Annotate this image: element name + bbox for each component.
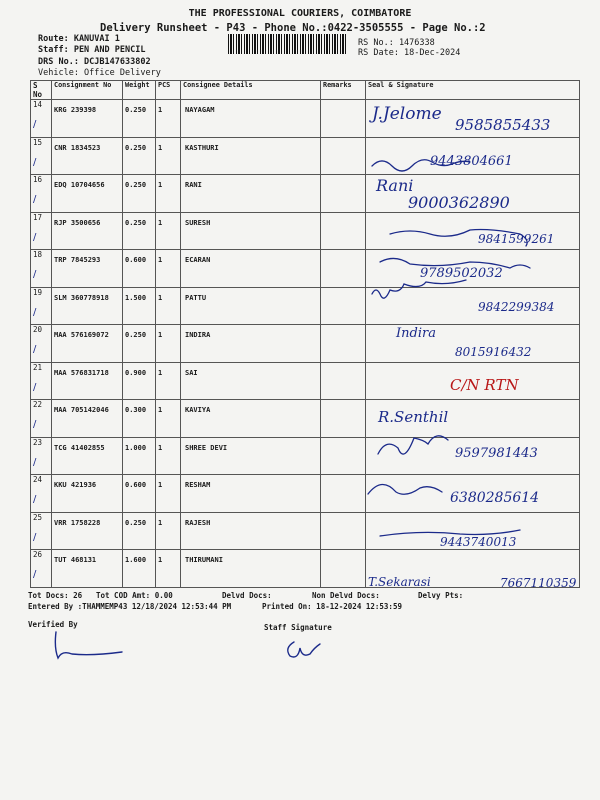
row-remarks bbox=[321, 212, 366, 250]
signature-22: R.Senthil bbox=[378, 408, 449, 426]
row-remarks bbox=[321, 325, 366, 363]
row-pcs: 1 bbox=[158, 481, 163, 489]
tick-mark: / bbox=[33, 269, 37, 280]
row-weight: 0.250 bbox=[125, 331, 147, 339]
phone-17: 9841599261 bbox=[478, 232, 555, 246]
row-consignment: SLM 360778918 bbox=[54, 293, 109, 302]
total-cod: Tot COD Amt: 0.00 bbox=[96, 591, 173, 600]
delivery-points: Delvy Pts: bbox=[418, 591, 464, 600]
row-pcs: 1 bbox=[158, 556, 163, 564]
route-label: Route: KANUVAI 1 bbox=[38, 34, 120, 44]
row-consignee: SHREE DEVI bbox=[185, 443, 228, 452]
staff-signature bbox=[282, 636, 322, 664]
staff-label: Staff: PEN AND PENCIL bbox=[38, 45, 146, 55]
entered-by: Entered By :THAMMEMP43 12/18/2024 12:53:44 PM bbox=[28, 602, 232, 611]
row-pcs: 1 bbox=[158, 106, 163, 114]
col-signature: Seal & Signature bbox=[366, 81, 580, 100]
row-sno: 26 bbox=[33, 550, 43, 559]
phone-14: 9585855433 bbox=[455, 116, 551, 134]
total-docs: Tot Docs: 26 bbox=[28, 591, 83, 600]
row-weight: 1.000 bbox=[125, 443, 147, 452]
row-remarks bbox=[321, 512, 366, 550]
row-pcs: 1 bbox=[158, 518, 163, 527]
row-pcs: 1 bbox=[158, 218, 163, 227]
signature-26: T.Sekarasi bbox=[368, 575, 431, 589]
runsheet-title: Delivery Runsheet - P43 - Phone No.:0422-3505555 - Page No.:2 bbox=[100, 22, 486, 34]
row-consignee: THIRUMANI bbox=[185, 556, 223, 564]
col-consignment: Consignment No bbox=[52, 81, 123, 100]
row-consignee: SAI bbox=[185, 368, 198, 377]
col-pcs: PCS bbox=[156, 81, 181, 100]
row-sno: 21 bbox=[33, 362, 43, 372]
handwriting-scribbles bbox=[360, 84, 580, 589]
row-sno: 14 bbox=[33, 100, 43, 109]
tick-mark: / bbox=[33, 456, 37, 468]
row-weight: 0.250 bbox=[125, 106, 147, 114]
row-weight: 0.250 bbox=[125, 181, 147, 189]
row-pcs: 1 bbox=[158, 443, 163, 452]
scribble-17 bbox=[390, 230, 527, 247]
row-consignment: TRP 7845293 bbox=[54, 256, 101, 264]
tick-mark: / bbox=[33, 306, 37, 318]
row-remarks bbox=[321, 437, 366, 475]
tick-mark: / bbox=[33, 156, 37, 168]
scribble-19 bbox=[372, 280, 466, 298]
row-sno: 23 bbox=[33, 437, 43, 447]
scribble-24 bbox=[368, 484, 442, 494]
row-weight: 0.250 bbox=[125, 518, 147, 527]
row-pcs: 1 bbox=[158, 143, 163, 152]
row-consignee: RANI bbox=[185, 181, 202, 189]
row-consignee: KASTHURI bbox=[185, 143, 219, 152]
row-consignment: KRG 239398 bbox=[54, 106, 97, 114]
row-sno: 25 bbox=[33, 512, 43, 522]
row-consignee: ECARAN bbox=[185, 256, 211, 264]
tick-mark: / bbox=[33, 381, 37, 393]
row-pcs: 1 bbox=[158, 406, 163, 414]
row-consignment: TUT 468131 bbox=[54, 556, 97, 564]
phone-20: 8015916432 bbox=[455, 345, 532, 359]
phone-23: 9597981443 bbox=[455, 446, 538, 461]
row-weight: 0.300 bbox=[125, 406, 147, 414]
row-remarks bbox=[321, 175, 366, 213]
row-consignment: RJP 3500656 bbox=[54, 218, 101, 227]
row-pcs: 1 bbox=[158, 368, 163, 377]
row-pcs: 1 bbox=[158, 256, 163, 264]
tick-mark: / bbox=[33, 194, 37, 205]
row-sno: 22 bbox=[33, 400, 43, 409]
row-consignee: SURESH bbox=[185, 218, 211, 227]
row-sno: 15 bbox=[33, 137, 43, 147]
rs-date: RS Date: 18-Dec-2024 bbox=[358, 48, 461, 58]
row-remarks bbox=[321, 400, 366, 438]
tick-mark: / bbox=[33, 419, 37, 430]
printed-on: Printed On: 18-12-2024 12:53:59 bbox=[262, 602, 402, 611]
tick-mark: / bbox=[33, 531, 37, 543]
row-consignee: KAVIYA bbox=[185, 406, 211, 414]
row-remarks bbox=[321, 550, 366, 588]
row-weight: 0.250 bbox=[125, 143, 147, 152]
row-consignment: MAA 705142046 bbox=[54, 406, 109, 414]
row-pcs: 1 bbox=[158, 181, 163, 189]
signature-20: Indira bbox=[396, 326, 436, 341]
row-weight: 0.900 bbox=[125, 368, 147, 377]
row-sno: 19 bbox=[33, 287, 43, 297]
staff-signature-label: Staff Signature bbox=[264, 623, 332, 632]
verified-signature bbox=[50, 630, 130, 664]
non-delivered-docs: Non Delvd Docs: bbox=[312, 591, 380, 600]
row-sno: 18 bbox=[33, 250, 43, 259]
row-consignment: MAA 576169072 bbox=[54, 331, 109, 339]
row-remarks bbox=[321, 475, 366, 513]
row-consignment: MAA 576831718 bbox=[54, 368, 109, 377]
drs-number: DRS No.: DCJB147633802 bbox=[38, 57, 151, 67]
row-sno: 20 bbox=[33, 325, 43, 334]
row-weight: 1.600 bbox=[125, 556, 147, 564]
row-consignee: NAYAGAM bbox=[185, 106, 215, 114]
col-remarks: Remarks bbox=[321, 81, 366, 100]
phone-15: 9443804661 bbox=[430, 154, 513, 169]
row-remarks bbox=[321, 250, 366, 288]
tick-mark: / bbox=[33, 569, 37, 580]
tick-mark: / bbox=[33, 119, 37, 130]
row-consignment: KKU 421936 bbox=[54, 481, 97, 489]
phone-26: 7667110359 bbox=[500, 576, 577, 590]
vehicle-label: Vehicle: Office Delivery bbox=[38, 68, 161, 78]
verified-by-label: Verified By bbox=[28, 620, 78, 629]
delivered-docs: Delvd Docs: bbox=[222, 591, 272, 600]
row-consignee: RESHAM bbox=[185, 481, 211, 489]
phone-18: 9789502032 bbox=[420, 266, 503, 281]
company-title: THE PROFESSIONAL COURIERS, COIMBATORE bbox=[188, 8, 412, 19]
rtn-stamp: C/N RTN bbox=[450, 376, 519, 394]
row-sno: 17 bbox=[33, 212, 43, 222]
row-remarks bbox=[321, 362, 366, 400]
row-consignee: RAJESH bbox=[185, 518, 211, 527]
row-consignment: TCG 41402855 bbox=[54, 443, 105, 452]
col-weight: Weight bbox=[123, 81, 156, 100]
scribble-23 bbox=[378, 436, 448, 454]
scribble-25 bbox=[380, 530, 520, 536]
row-consignee: PATTU bbox=[185, 293, 207, 302]
row-remarks bbox=[321, 137, 366, 175]
phone-25: 9443740013 bbox=[440, 535, 517, 549]
row-sno: 24 bbox=[33, 475, 43, 484]
row-remarks bbox=[321, 287, 366, 325]
row-sno: 16 bbox=[33, 175, 43, 184]
tick-mark: / bbox=[33, 494, 37, 505]
phone-24: 6380285614 bbox=[450, 490, 540, 506]
col-sno: S No bbox=[31, 81, 52, 100]
scribble-15 bbox=[372, 160, 470, 171]
rs-number: RS No.: 1476338 bbox=[358, 38, 435, 48]
row-weight: 0.250 bbox=[125, 218, 147, 227]
row-pcs: 1 bbox=[158, 331, 163, 339]
row-weight: 0.600 bbox=[125, 256, 147, 264]
col-consignee: Consignee Details bbox=[181, 81, 321, 100]
row-consignment: EDQ 10704656 bbox=[54, 181, 105, 189]
tick-mark: / bbox=[33, 231, 37, 243]
row-weight: 1.500 bbox=[125, 293, 147, 302]
row-consignment: VRR 1758228 bbox=[54, 518, 101, 527]
phone-16: 9000362890 bbox=[408, 193, 510, 212]
tick-mark: / bbox=[33, 344, 37, 355]
scribble-18 bbox=[380, 258, 530, 268]
row-weight: 0.600 bbox=[125, 481, 147, 489]
row-pcs: 1 bbox=[158, 293, 163, 302]
signature-14: J.Jelome bbox=[372, 104, 442, 124]
phone-19: 9842299384 bbox=[478, 300, 555, 314]
row-remarks bbox=[321, 100, 366, 138]
row-consignment: CNR 1834523 bbox=[54, 143, 101, 152]
row-consignee: INDIRA bbox=[185, 331, 211, 339]
signature-16: Rani bbox=[376, 176, 414, 195]
barcode bbox=[228, 34, 348, 54]
